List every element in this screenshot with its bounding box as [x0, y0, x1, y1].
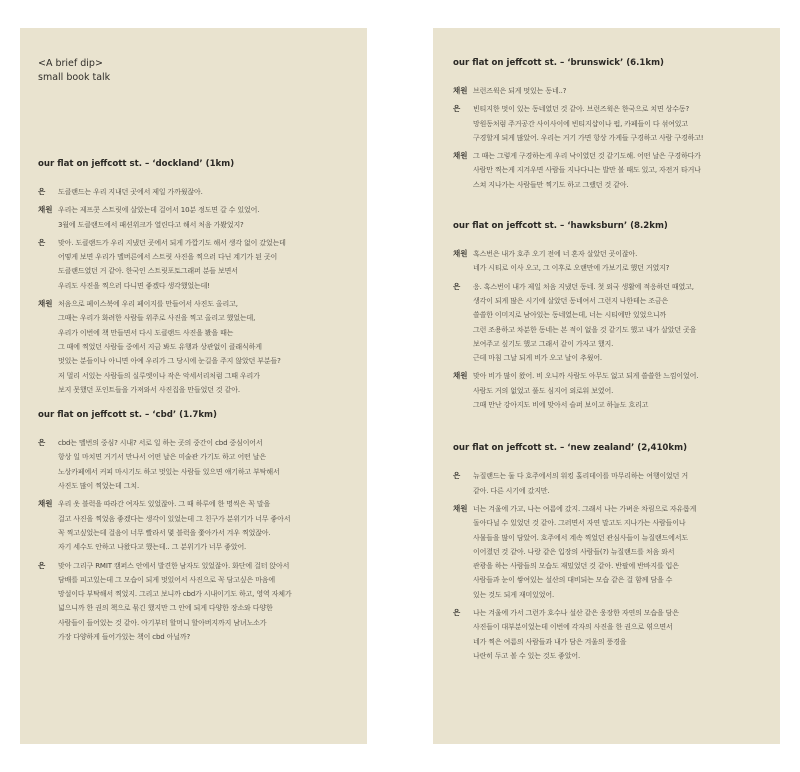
dialogue-turn — [453, 102, 766, 145]
dialogue-turn — [453, 469, 766, 498]
interview-section — [38, 409, 349, 644]
dialogue-line: 보여주고 싶기도 했고 그래서 같이 가자고 했지. — [473, 339, 614, 348]
dialogue-line: 사람들이 들어있는 것 같아. 아기부터 할머니 할아버지까지 남녀노소가 — [58, 618, 267, 627]
dialogue-line: 보지 못했던 포인트들을 가져와서 사진집을 만들었던 것 같아. — [58, 385, 240, 394]
dialogue-text — [58, 185, 349, 199]
left-content — [38, 158, 349, 644]
speaker-label: 채원 — [38, 499, 53, 509]
speaker-label: 은 — [38, 187, 46, 196]
speaker-label: 채원 — [453, 151, 468, 161]
dialogue-text — [473, 280, 766, 366]
dialogue-line: 사람들과 눈이 쌓여있는 설산의 대비되는 모습 같은 걸 함께 담을 수 — [473, 576, 673, 585]
dialogue-line: 처음으로 페이스북에 우리 페이지를 만들어서 사진도 올리고, — [58, 300, 238, 309]
dialogue-line: 맞아. 도클랜드가 우리 지냈던 곳에서 되게 가깝기도 해서 생각 없이 갔었는데 — [58, 238, 286, 247]
dialogue-turn — [38, 236, 349, 293]
dialogue-text — [473, 606, 766, 663]
right-content — [453, 57, 766, 663]
header-title: <A brief dip> — [38, 58, 103, 69]
dialogue-line: 빈티지한 멋이 있는 동네였던 것 같아. 브런즈윅은 한국으로 치면 상수동? — [473, 105, 690, 114]
dialogue-turn — [453, 247, 766, 276]
dialogue-line: 멋있는 분들이나 아니면 아예 우리가 그 당시에 눈길을 주지 않았던 부분들? — [58, 357, 281, 366]
dialogue-turn — [38, 497, 349, 554]
section-title: our flat on jeffcott st. – ‘hawksburn’ (8.2km) — [453, 221, 668, 232]
dialogue-line: 저 멀리 서있는 사람들의 실루엣이나 작은 악세서리처럼 그때 우리가 — [58, 371, 260, 380]
section-title: our flat on jeffcott st. – ‘cbd’ (1.7km) — [38, 410, 217, 421]
dialogue-line: 나는 겨울에 가서 그런가 호수나 설산 같은 웅장한 자연의 모습을 담은 — [473, 609, 679, 618]
dialogue-line: 가장 다양하게 들어가있는 책이 cbd 아닐까? — [58, 633, 191, 642]
dialogue-line: 그런 조용하고 차분한 동네는 본 적이 없을 것 같기도 했고 내가 살았던 곳을 — [473, 325, 697, 334]
speaker-label: 은 — [453, 281, 461, 291]
dialogue-line: 그 때에 찍었던 사람들 중에서 지금 봐도 유행과 상관없이 클래식하게 — [58, 342, 262, 351]
speaker-label: 채원 — [38, 205, 53, 215]
dialogue-line: 뉴질랜드는 둘 다 호주에서의 워킹 홀리데이를 마무리하는 여행이었던 거 — [473, 472, 688, 481]
speaker-label: 은 — [38, 438, 46, 448]
dialogue-turn — [453, 280, 766, 366]
dialogue-text — [58, 297, 349, 397]
interview-section — [453, 57, 766, 192]
dialogue-line: 그때 만난 강아지도 비에 맞아서 슬퍼 보이고 하늘도 흐리고 — [473, 401, 649, 410]
dialogue-line: 노상카페에서 커피 마시기도 하고 멋있는 사람들 있으면 얘기하고 부탁해서 — [58, 467, 280, 476]
dialogue-line: 스쳐 지나가는 사람들만 찍기도 하고 그랬던 것 같아. — [473, 180, 629, 189]
dialogue-turn — [453, 502, 766, 602]
dialogue-line: 혹스번은 내가 호주 오기 전에 너 혼자 살았던 곳이잖아. — [473, 250, 638, 259]
dialogue-line: 어떻게 보면 우리가 멜버른에서 스트릿 사진을 찍으러 다닌 계기가 된 곳이 — [58, 253, 278, 262]
dialogue-line: 사진도 많이 찍었는데 그치. — [58, 482, 140, 491]
interview-section — [453, 442, 766, 663]
dialogue-line: 구경할게 되게 많았어. 우리는 거기 가면 항상 가게들 구경하고 사람 구경하고! — [473, 133, 704, 142]
dialogue-line: 나란히 두고 볼 수 있는 것도 좋았어. — [473, 651, 581, 660]
book-header — [38, 57, 349, 85]
dialogue-text — [58, 236, 349, 293]
speaker-label: 은 — [453, 608, 461, 618]
dialogue-text — [58, 497, 349, 554]
dialogue-line: 망설이다 부탁해서 찍었지. 그리고 보니까 cbd가 시내이기도 하고, 영역 자체가 — [58, 590, 292, 599]
dialogue-turn — [453, 606, 766, 663]
dialogue-line: 관광을 하는 사람들의 모습도 재밌었던 것 같아. 반팔에 반바지를 입은 — [473, 562, 679, 571]
dialogue-text — [473, 369, 766, 412]
section-title: our flat on jeffcott st. – ‘dockland’ (1km) — [38, 159, 235, 169]
dialogue-line: 담배를 피고있는데 그 모습이 되게 멋있어서 사진으로 꼭 담고싶은 마음에 — [58, 575, 276, 584]
dialogue-text — [58, 559, 349, 645]
speaker-label: 채원 — [453, 86, 468, 95]
dialogue-text — [473, 102, 766, 145]
dialogue-turn — [453, 149, 766, 192]
dialogue-line: 걸고 사진을 찍었음 좋겠다는 생각이 있었는데 그 친구가 분위기가 너무 좋아서 — [58, 514, 291, 523]
dialogue-line: 쓸쓸한 이미지로 남아있는 동네였는데, 너는 시티에만 있었으니까 — [473, 311, 667, 320]
dialogue-turn — [38, 185, 349, 199]
dialogue-line: 그때는 우리가 화려한 사람들 위주로 사진을 찍고 올리고 했었는데, — [58, 314, 256, 323]
speaker-label: 은 — [38, 237, 46, 247]
speaker-label: 은 — [453, 104, 461, 114]
dialogue-text — [58, 436, 349, 493]
dialogue-turn — [38, 203, 349, 232]
left-page — [20, 28, 367, 744]
interview-section — [453, 220, 766, 412]
dialogue-line: 우리도 사진을 찍으러 다니면 좋겠다 생각했었는데! — [58, 281, 210, 290]
dialogue-text — [473, 149, 766, 192]
dialogue-text — [473, 247, 766, 276]
dialogue-line: 맞아 비가 많이 왔어. 비 오니까 사람도 아무도 없고 되게 쓸쓸한 느낌이었어. — [473, 372, 699, 381]
dialogue-line: 항상 일 마치면 거기서 만나서 어떤 날은 미술관 가기도 하고 어떤 날은 — [58, 453, 266, 462]
dialogue-turn — [38, 559, 349, 645]
dialogue-turn — [38, 297, 349, 397]
dialogue-line: 브런즈윅은 되게 멋있는 동네..? — [473, 87, 567, 95]
dialogue-line: 네가 시티로 이사 오고, 그 이후로 오랜만에 가보기로 했던 거였지? — [473, 264, 670, 273]
dialogue-line: 사진들이 대부분이었는데 이번에 각자의 사진을 한 권으로 엮으면서 — [473, 623, 673, 632]
dialogue-line: 사람만 찍는게 지겨우면 사람들 지나다니는 발만 볼 때도 있고, 자전거 타거나 — [473, 166, 701, 175]
speaker-label: 채원 — [453, 371, 468, 381]
dialogue-line: 3월에 도클랜드에서 패션위크가 열린다고 해서 처음 가봤었지? — [58, 220, 244, 229]
dialogue-line: 사물들을 많이 담았어. 호주에서 계속 찍었던 관심사들이 뉴질랜드에서도 — [473, 533, 688, 542]
dialogue-line: 너는 겨울에 가고, 나는 여름에 갔지. 그래서 나는 가벼운 차림으로 자유롭게 — [473, 504, 697, 513]
dialogue-line: 사람도 거의 없었고 풀도 심지어 외로워 보였어. — [473, 386, 614, 395]
dialogue-text — [473, 502, 766, 602]
dialogue-text — [58, 203, 349, 232]
dialogue-line: 같아. 다른 시기에 갔지만. — [473, 486, 550, 495]
dialogue-text — [473, 469, 766, 498]
speaker-label: 은 — [38, 560, 46, 570]
dialogue-turn — [453, 369, 766, 412]
dialogue-line: 있는 것도 되게 재미있었어. — [473, 590, 555, 599]
dialogue-line: 우리 옷 블럭을 따라간 여자도 있었잖아. 그 때 하루에 한 명씩은 꼭 말을 — [58, 500, 271, 509]
dialogue-line: 우리는 제프콧 스트릿에 살았는데 걸어서 10분 정도면 갈 수 있었어. — [58, 206, 260, 215]
right-page — [433, 28, 780, 744]
section-title: our flat on jeffcott st. – ‘new zealand’ (2,410km) — [453, 443, 687, 454]
dialogue-line: 근데 마침 그날 되게 비가 오고 날이 추웠어. — [473, 354, 603, 363]
dialogue-turn — [453, 84, 766, 98]
section-title: our flat on jeffcott st. – ‘brunswick’ (6.1km) — [453, 58, 664, 68]
dialogue-turn — [38, 436, 349, 493]
dialogue-line: 생각이 되게 많은 시기에 살았던 동네여서 그런지 나한테는 조금은 — [473, 296, 669, 305]
interview-section — [38, 158, 349, 397]
dialogue-line: 그 때는 그렇게 구경하는게 우리 낙이였던 것 같기도해. 어떤 날은 구경하다가 — [473, 152, 701, 161]
dialogue-line: 꼭 찍고싶었는데 걸음이 너무 빨라서 몇 블럭을 쫓아가서 겨우 찍었잖아. — [58, 528, 271, 537]
dialogue-line: 응. 혹스번이 내가 제일 처음 지냈던 동네. 첫 외국 생활에 적응하던 때였고, — [473, 282, 694, 291]
dialogue-line: 네가 찍은 여름의 사람들과 내가 담은 겨울의 풍경을 — [473, 637, 627, 646]
dialogue-line: 도클랜드는 우리 지내던 곳에서 제일 가까웠잖아. — [58, 188, 203, 196]
speaker-label: 채원 — [38, 299, 53, 309]
dialogue-line: 자기 세수도 안하고 나왔다고 했는데.. 그 분위기가 너무 좋았어. — [58, 543, 247, 552]
dialogue-line: 이어졌던 것 같아. 나랑 같은 입장의 사람들(?) 뉴질랜드를 처음 와서 — [473, 547, 675, 556]
dialogue-line: 망원동처럼 주거공간 사이사이에 빈티지샵이나 펍, 카페들이 다 섞여있고 — [473, 119, 688, 128]
dialogue-line: 우리가 이번에 책 만들면서 다시 도클랜드 사진을 봤을 때는 — [58, 328, 234, 337]
header-subtitle: small book talk — [38, 72, 111, 83]
dialogue-line: 돌아다닐 수 있었던 것 같아. 그러면서 자연 말고도 지나가는 사람들이나 — [473, 519, 686, 528]
speaker-label: 채원 — [453, 503, 468, 513]
dialogue-line: 맞아 그리구 RMIT 캠퍼스 안에서 발견한 남자도 있었잖아. 화단에 걸터 앉아서 — [58, 561, 290, 570]
dialogue-line: 넓으니까 한 권의 책으로 묶긴 했지만 그 안에 되게 다양한 장소와 다양한 — [58, 604, 273, 613]
dialogue-line: cbd는 멜번의 중심? 시내? 서로 일 하는 곳의 중간이 cbd 중심이어서 — [58, 439, 263, 448]
speaker-label: 은 — [453, 471, 461, 481]
speaker-label: 채원 — [453, 249, 468, 259]
dialogue-text — [473, 84, 766, 98]
dialogue-line: 도클랜드였던 거 같아. 한국인 스트릿포토그래퍼 분들 보면서 — [58, 267, 238, 276]
